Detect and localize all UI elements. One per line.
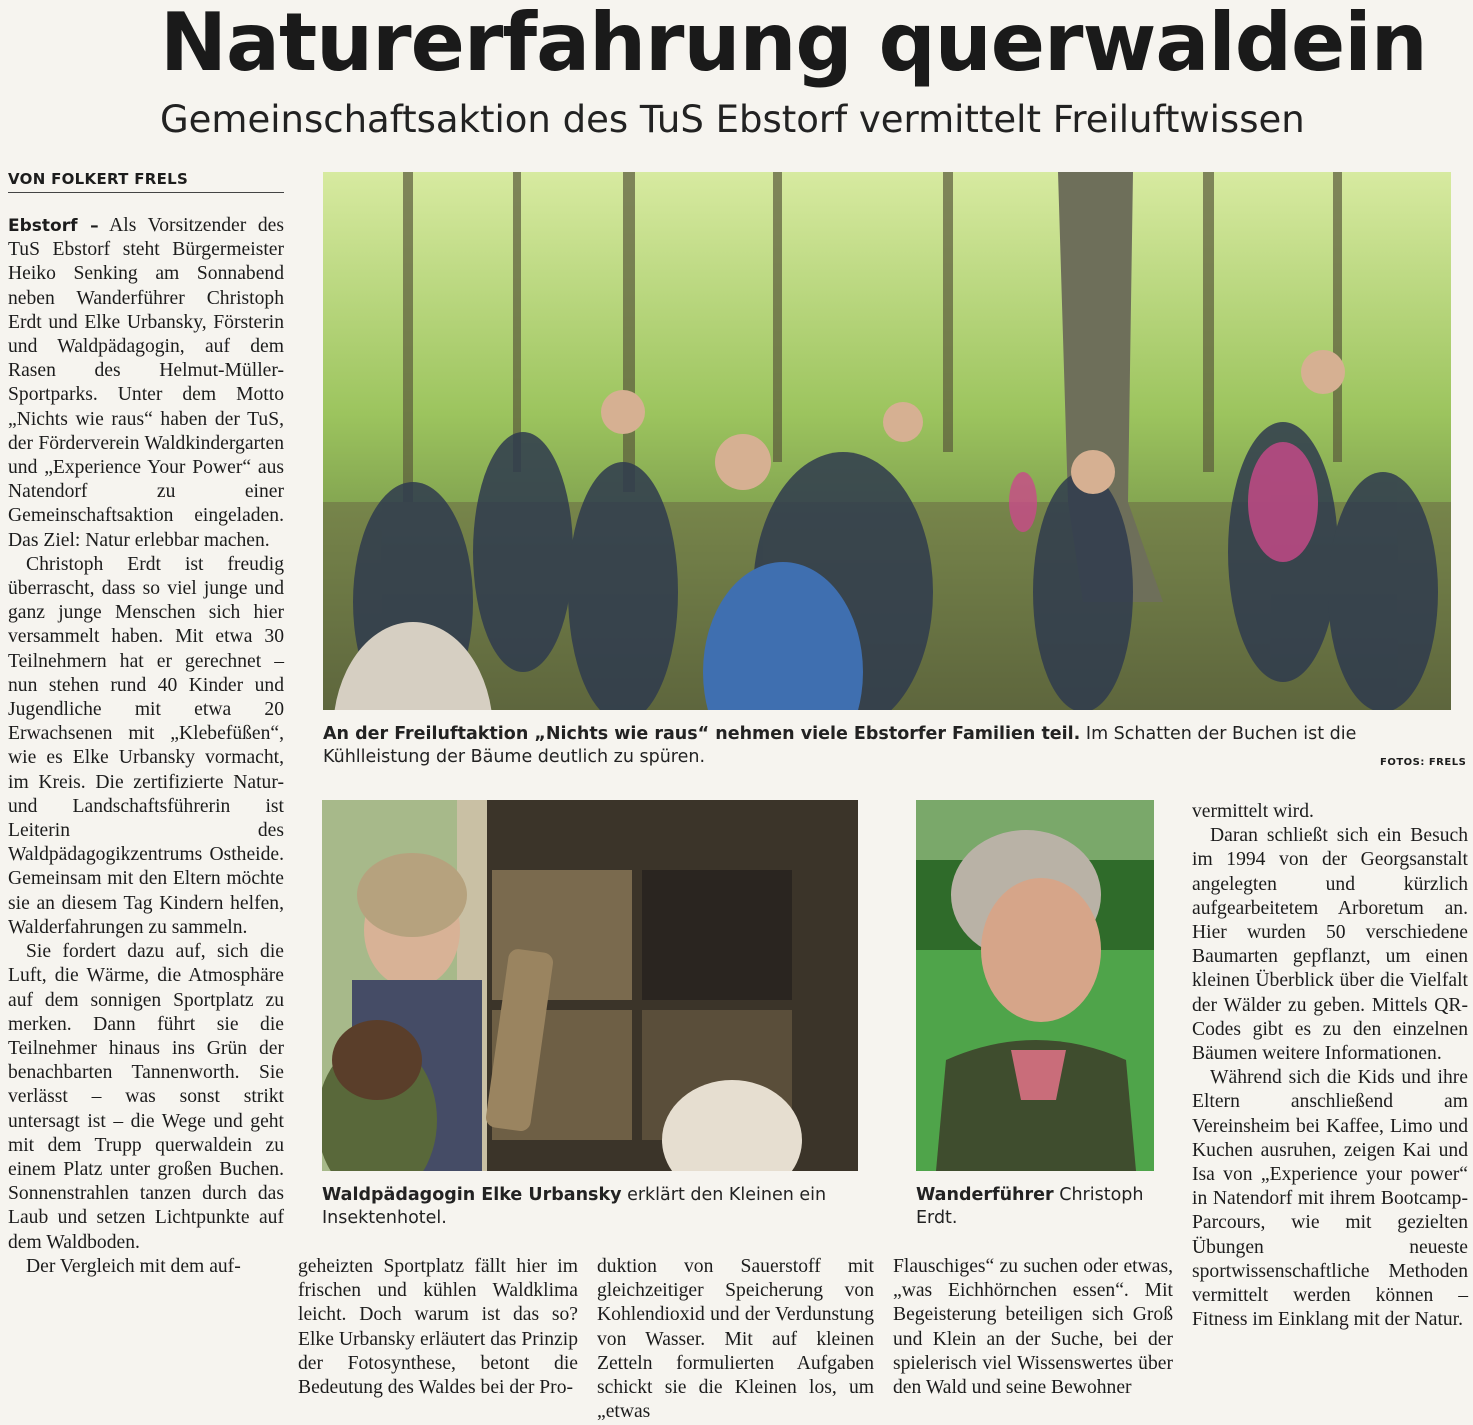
article-column-3: duktion von Sauerstoff mit gleichzeitiger Speicherung von Kohlendioxid und der Verdunstung von Wasser. Mit auf kleinen Zetteln formulierten Aufgaben schickt sie die Kleinen los, um „etwas — [597, 1256, 874, 1423]
forest-group-photo — [323, 172, 1451, 710]
paragraph-1: Ebstorf – Als Vorsitzender des TuS Ebstorf steht Bürgermeister Heiko Senking am Sonnabend neben Wanderführer Christoph Erdt und Elke Urbansky, Försterin und Waldpädagogin, auf dem Rasen des Helmut-Müller-Sportparks. Unter dem Motto „Nichts wie raus“ haben der TuS, der Förderverein Waldkindergarten und „Experience Your Power“ aus Natendorf zu einer Gemeinschaftsaktion eingeladen. Das Ziel: Natur erlebbar machen. — [8, 215, 284, 551]
dateline: Ebstorf – — [8, 216, 99, 236]
photo-caption-guide: Wanderführer Christoph Erdt. — [916, 1185, 1144, 1228]
article-column-5: vermittelt wird. Daran schließt sich ein Besuch im 1994 von der Georgsanstalt angelegten und kürzlich aufgearbeitetem Arboretum an. Hier wurden 50 verschiedene Baumarten gepflanzt, um einen kleinen Überblick über die Vielfalt der Wälder zu geben. Mittels QR-Codes gibt es zu den einzelnen Bäumen weitere Informationen. Während sich die Kids und ihre Eltern anschließend am Vereinsheim bei Kaffee, Limo und Kuchen ausruhen, zeigen Kai und Isa von „Experience your power“ in Natendorf mit ihrem Bootcamp-Parcours, wie mit gezielten Übungen neueste sportwissenschaftliche Methoden vermittelt werden können – Fitness im Einklang mit der Natur. — [1192, 801, 1468, 1331]
headline: Naturerfahrung querwaldein — [160, 0, 1427, 89]
guide-portrait-photo — [916, 800, 1154, 1171]
photo-credit: FOTOS: FRELS — [1380, 757, 1467, 768]
photo-caption-insect-hotel: Waldpädagogin Elke Urbansky erklärt den Kleinen ein Insektenhotel. — [322, 1185, 827, 1228]
paragraph-4: Der Vergleich mit dem auf- — [26, 1255, 241, 1277]
insect-hotel-photo — [322, 800, 858, 1171]
article-column-2: geheizten Sportplatz fällt hier im frischen und kühlen Waldklima leicht. Doch warum ist das so? Elke Urbansky erläutert das Prinzip der Fotosynthese, betont die Bedeutung des Waldes bei der Pro- — [298, 1256, 578, 1399]
article-column-4: Flauschiges“ zu suchen oder etwas, „was Eichhörnchen essen“. Mit Begeisterung beteiligen sich Groß und Klein an der Suche, bei der spielerisch viel Wissenswertes über den Wald und seine Bewohner — [893, 1256, 1173, 1399]
paragraph-2: Christoph Erdt ist freudig überrascht, dass so viel junge und ganz junge Menschen sich hier versammelt haben. Mit etwa 30 Teilnehmern hat er gerechnet – nun stehen rund 40 Kinder und Jugendliche mit etwa 20 Erwachsenen mit „Klebefüßen“, wie es Elke Urbansky vormacht, im Kreis. Die zertifizierte Natur- und Landschaftsführerin ist Leiterin des Waldpädagogikzentrums Ostheide. Gemeinsam mit den Eltern möchte sie an diesem Tag Kindern helfen, Walderfahrungen zu sammeln. — [8, 553, 284, 938]
photo-caption-main: An der Freiluftaktion „Nichts wie raus“ nehmen viele Ebstorfer Familien teil. Im Schatten der Buchen ist die Kühlleistung der Bäume deutlich zu spüren. — [323, 724, 1357, 767]
byline: VON FOLKERT FRELS — [8, 170, 284, 193]
subheadline: Gemeinschaftsaktion des TuS Ebstorf vermittelt Freiluftwissen — [160, 98, 1305, 141]
article-column-1 — [8, 214, 284, 1279]
paragraph-3: Sie fordert dazu auf, sich die Luft, die Wärme, die Atmosphäre auf dem sonnigen Sportplatz zu merken. Dann führt sie die Teilnehmer hinaus ins Grün der benachbarten Tannenworth. Sie verlässt – was sonst strikt untersagt ist – die Wege und geht mit dem Trupp querwaldein zu einem Platz unter großen Buchen. Sonnenstrahlen tanzen durch das Laub und setzen Lichtpunkte auf dem Waldboden. — [8, 941, 284, 1253]
